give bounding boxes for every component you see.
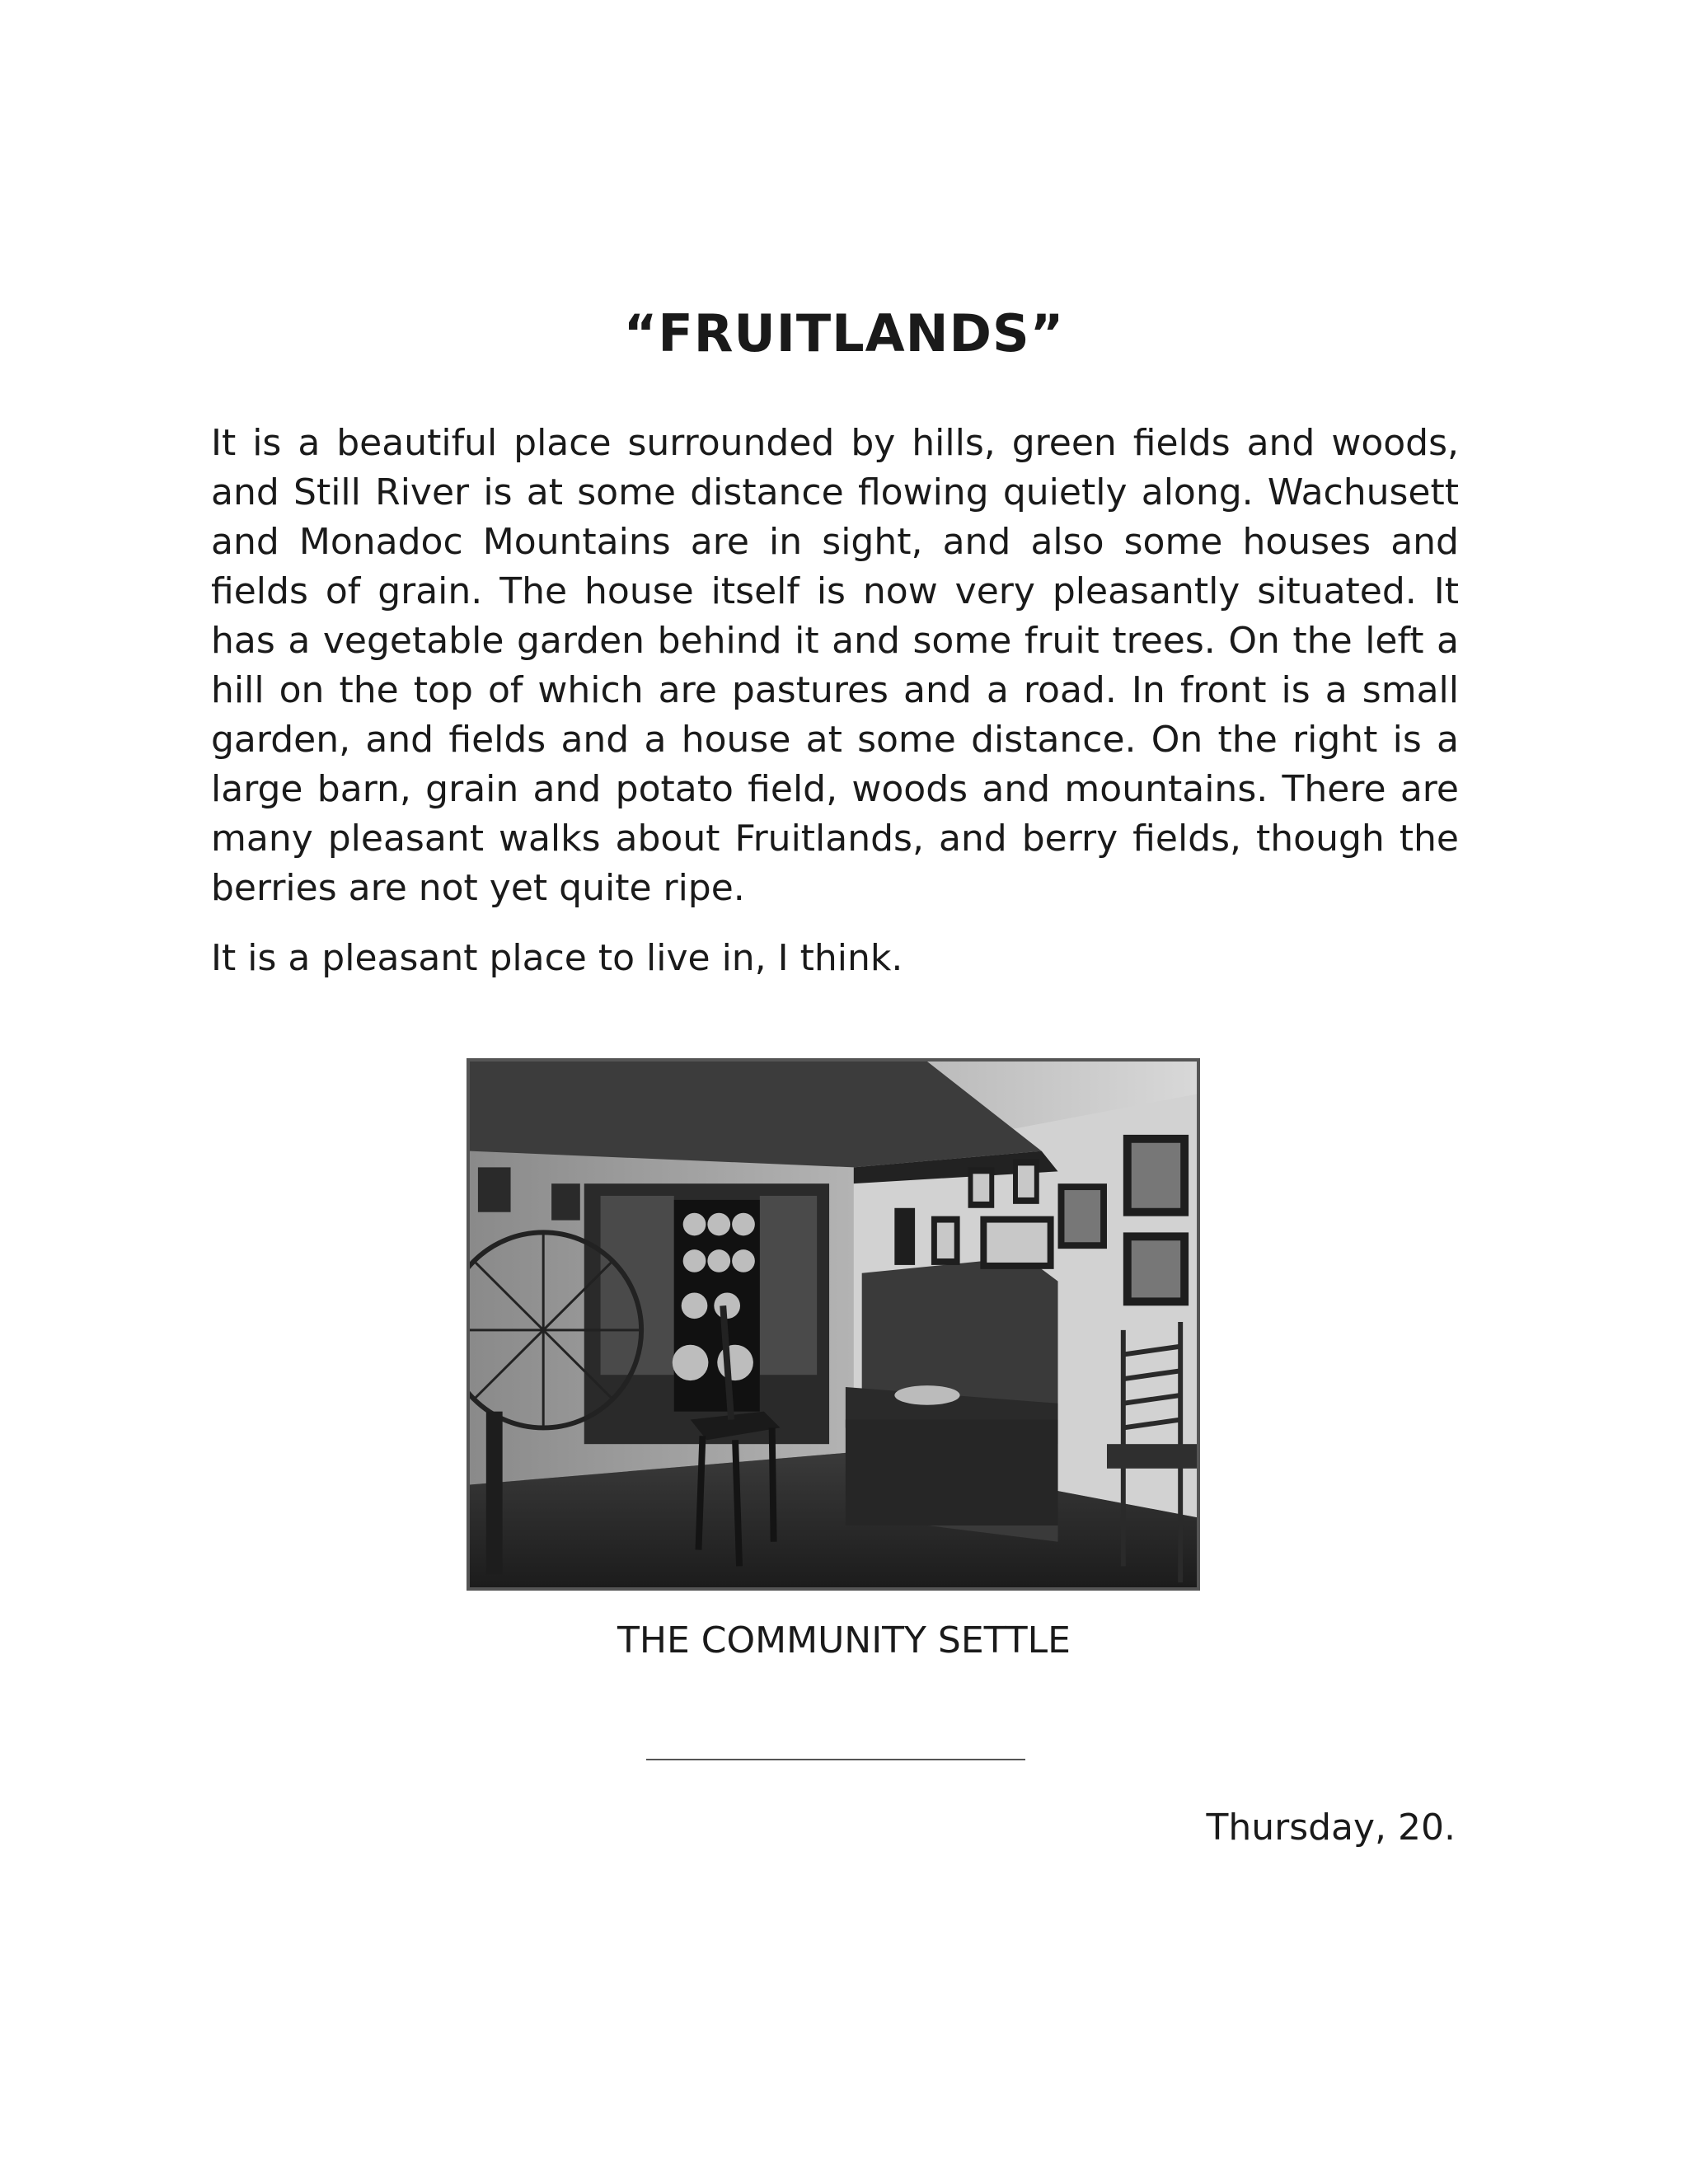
figure-caption: THE COMMUNITY SETTLE — [617, 1619, 1071, 1661]
page-title: “FRUITLANDS” — [623, 303, 1065, 363]
paragraph-2: It is a pleasant place to live in, I think. — [211, 937, 903, 979]
date-heading: Thursday, 20. — [1206, 1807, 1456, 1849]
section-divider — [646, 1759, 1025, 1760]
paragraph-1: It is a beautiful place surrounded by hills, green fields and woods, and Still River is at some distance flowing quietly along. Wachusett and Monadoc Mountains are in sight, and also some houses and fields of grain. The house itself is now very pleasantly situated. It has a vegetable garden behind it and some fruit trees. On the left a hill on the top of which are pastures and a road. In front is a small garden, and fields and a house at some distance. On the right is a large barn, grain and potato field, woods and mountains. There are many pleasant walks about Fruitlands, and berry fields, though the berries are not yet quite ripe. — [211, 422, 1459, 909]
photo-illustration — [470, 1062, 1197, 1587]
community-settle-photo — [467, 1058, 1200, 1591]
